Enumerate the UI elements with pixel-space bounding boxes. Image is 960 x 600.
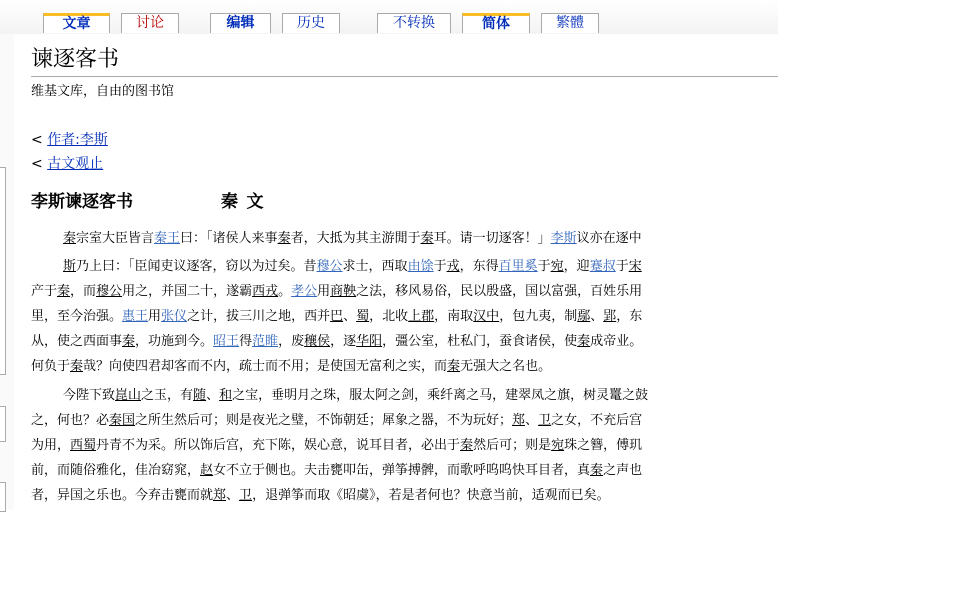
proper-noun: 汉中 <box>473 309 500 324</box>
text-segment: ，功施到今。 <box>135 334 214 349</box>
proper-noun: 宛 <box>551 438 565 453</box>
proper-noun: 蜀 <box>356 309 370 324</box>
proper-noun: 秦 <box>420 231 434 246</box>
text-segment: 者，异国之乐也。今弃击甕而就 <box>31 488 214 503</box>
text-segment: 、 <box>343 309 357 324</box>
text-segment: 于 <box>615 259 629 274</box>
proper-noun: 穆公 <box>96 284 123 299</box>
text-segment: ，退弹筝而取《昭虞》，若是者何也？快意当前，适观而已矣。 <box>252 488 610 503</box>
proper-noun: 秦 <box>577 334 591 349</box>
text-line <box>31 462 642 480</box>
text-segment: 之玉，有 <box>141 388 194 403</box>
text-link[interactable]: 范睢 <box>252 334 279 349</box>
text-link[interactable]: 惠王 <box>122 309 149 324</box>
text-line <box>63 230 642 248</box>
proper-noun: 和 <box>219 388 233 403</box>
text-segment: 之女，不充后宫 <box>551 413 643 428</box>
text-segment: 之，何也？必 <box>31 413 110 428</box>
text-line <box>31 412 642 430</box>
tab-article[interactable]: 文章 <box>43 13 110 33</box>
proper-noun: 鄢 <box>577 309 591 324</box>
proper-noun: 西戎 <box>252 284 279 299</box>
text-line <box>31 308 642 326</box>
text-segment: ，迎 <box>563 259 590 274</box>
proper-noun: 上郡 <box>408 309 435 324</box>
text-line <box>31 283 642 301</box>
nav-prefix: < <box>31 132 48 148</box>
sidebar-box <box>0 167 6 375</box>
text-segment: 。 <box>278 284 292 299</box>
text-segment: 求士，西取 <box>342 259 408 274</box>
text-segment: 议亦在逐中 <box>576 231 642 246</box>
page-title: 谏逐客书 <box>31 47 120 72</box>
collection-link[interactable]: 古文观止 <box>47 156 104 172</box>
text-segment: ，东 <box>616 309 643 324</box>
proper-noun: 宋 <box>628 259 642 274</box>
tab-no-conversion[interactable]: 不转换 <box>377 13 451 33</box>
proper-noun: 秦 <box>63 231 77 246</box>
work-category: 秦文 <box>221 192 272 212</box>
text-line <box>31 487 610 505</box>
text-segment: 之宝，垂明月之珠，服太阿之剑，乘纤离之马，建翠凤之旗，树灵鼍之鼓 <box>232 388 649 403</box>
text-segment: 用 <box>317 284 331 299</box>
text-segment: ，而 <box>70 284 97 299</box>
text-segment: 成帝业。 <box>590 334 643 349</box>
text-segment: 产于 <box>31 284 58 299</box>
text-segment: 于 <box>433 259 447 274</box>
proper-noun: 秦 <box>57 284 71 299</box>
text-link[interactable]: 秦王 <box>154 231 181 246</box>
proper-noun: 卫 <box>538 413 552 428</box>
text-segment: ，彊公室，杜私门，蚕食诸侯，使 <box>382 334 578 349</box>
text-link[interactable]: 蹇叔 <box>589 259 616 274</box>
text-segment: 用之，并国二十，遂霸 <box>122 284 253 299</box>
text-line <box>63 258 642 276</box>
text-segment: 之计，拔三川之地，西并 <box>187 309 331 324</box>
proper-noun: 秦国 <box>109 413 136 428</box>
content-area <box>14 34 778 510</box>
text-segment: 、 <box>206 388 220 403</box>
text-segment: 之法，移风易俗，民以殷盛，国以富强，百姓乐用 <box>356 284 643 299</box>
text-segment: ，南取 <box>434 309 474 324</box>
nav-prefix: < <box>31 156 48 172</box>
proper-noun: 郑 <box>512 413 526 428</box>
text-segment: 女不立于侧也。夫击甕叩缶，弹筝搏髀，而歌呼呜呜快耳目者，真 <box>213 463 591 478</box>
text-link[interactable]: 昭王 <box>213 334 240 349</box>
text-segment: 丹青不为采。所以饰后宫，充下陈，娱心意，说耳目者，必出于 <box>96 438 461 453</box>
text-segment: 耳。请一切逐客！」 <box>433 231 551 246</box>
text-segment: 乃上曰：「臣闻吏议逐客，窃以为过矣。昔 <box>76 259 317 274</box>
proper-noun: 随 <box>193 388 207 403</box>
text-segment: 里，至今治强。 <box>31 309 123 324</box>
proper-noun: 崑山 <box>115 388 142 403</box>
text-link[interactable]: 百里奚 <box>498 259 538 274</box>
text-line <box>31 358 551 376</box>
text-segment: 、 <box>226 488 240 503</box>
proper-noun: 巴 <box>330 309 344 324</box>
text-segment: 用 <box>148 309 162 324</box>
text-segment: 者，大抵为其主游閒于 <box>290 231 421 246</box>
proper-noun: 华阳 <box>356 334 383 349</box>
proper-noun: 秦 <box>460 438 474 453</box>
text-segment: 得 <box>239 334 253 349</box>
text-line <box>31 333 642 351</box>
text-segment: 、 <box>590 309 604 324</box>
proper-noun: 秦 <box>70 359 84 374</box>
site-subtitle: 维基文库，自由的图书馆 <box>31 84 175 99</box>
text-segment: 从，使之西面事 <box>31 334 123 349</box>
tab-simplified[interactable]: 简体 <box>462 13 530 33</box>
proper-noun: 秦 <box>122 334 136 349</box>
text-segment: 前，而随俗雅化，佳冶窈窕， <box>31 463 201 478</box>
sidebar-edge <box>0 34 15 510</box>
work-title: 李斯谏逐客书 <box>31 192 133 212</box>
text-segment: 哉？向使四君却客而不内，疏士而不用；是使国无富利之实，而 <box>83 359 448 374</box>
text-segment: ，逐 <box>330 334 357 349</box>
work-heading <box>31 190 272 214</box>
title-divider <box>31 76 778 77</box>
tab-traditional[interactable]: 繁體 <box>541 13 599 33</box>
tab-history[interactable]: 历史 <box>282 13 340 33</box>
proper-noun: 赵 <box>200 463 214 478</box>
proper-noun: 秦 <box>590 463 604 478</box>
text-segment: 何负于 <box>31 359 71 374</box>
proper-noun: 西蜀 <box>70 438 97 453</box>
text-link[interactable]: 穆公 <box>316 259 343 274</box>
proper-noun: 宛 <box>550 259 564 274</box>
proper-noun: 戎 <box>446 259 460 274</box>
nav-collection <box>31 154 103 174</box>
text-link[interactable]: 李斯 <box>550 231 577 246</box>
text-segment: 、 <box>525 413 539 428</box>
text-segment: 今陛下致 <box>63 388 116 403</box>
proper-noun: 商鞅 <box>330 284 357 299</box>
proper-noun: 穰侯 <box>304 334 331 349</box>
text-line <box>63 387 648 405</box>
proper-noun: 郢 <box>603 309 617 324</box>
proper-noun: 斯 <box>63 259 77 274</box>
text-segment: 无强大之名也。 <box>460 359 552 374</box>
text-segment: ，北收 <box>369 309 409 324</box>
text-line <box>31 437 642 455</box>
tab-edit[interactable]: 编辑 <box>210 13 271 33</box>
proper-noun: 秦 <box>277 231 291 246</box>
text-segment: 珠之簪，傅玑 <box>564 438 643 453</box>
tab-bar <box>0 0 778 35</box>
text-link[interactable]: 孝公 <box>291 284 318 299</box>
text-segment: 然后可；则是 <box>473 438 552 453</box>
text-segment: ，包九夷，制 <box>499 309 578 324</box>
text-segment: 之声也 <box>603 463 643 478</box>
text-segment: 曰：「诸侯人来事 <box>180 231 278 246</box>
author-link[interactable]: 作者:李斯 <box>47 132 108 148</box>
text-segment: 为用， <box>31 438 71 453</box>
sidebar-box <box>0 406 6 442</box>
sidebar-box <box>0 482 6 512</box>
proper-noun: 秦 <box>447 359 461 374</box>
text-segment: 宗室大臣皆言 <box>76 231 155 246</box>
text-segment: ，废 <box>278 334 305 349</box>
tab-discussion[interactable]: 讨论 <box>121 13 179 33</box>
text-link[interactable]: 张仪 <box>161 309 188 324</box>
text-segment: 于 <box>537 259 551 274</box>
nav-author <box>31 130 108 150</box>
text-segment: 之所生然后可；则是夜光之璧，不饰朝廷；犀象之器，不为玩好； <box>135 413 513 428</box>
text-segment: ，东得 <box>459 259 499 274</box>
text-link[interactable]: 由馀 <box>407 259 434 274</box>
proper-noun: 卫 <box>239 488 253 503</box>
proper-noun: 郑 <box>213 488 227 503</box>
